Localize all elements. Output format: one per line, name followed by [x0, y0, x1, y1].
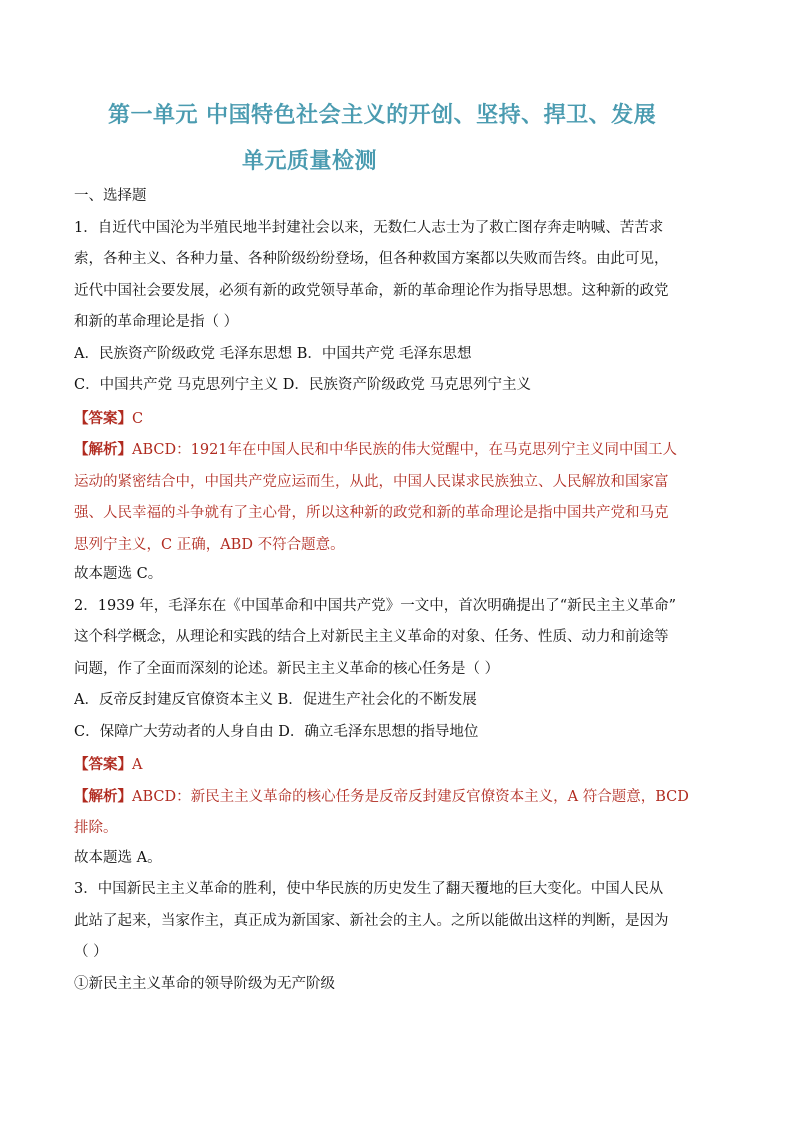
question-stem-line: （ ） — [74, 944, 108, 960]
document-subtitle: 单元质量检测 — [242, 149, 378, 174]
analysis-text: 排除。 — [74, 820, 118, 836]
document-body — [74, 183, 724, 1002]
analysis-text: 强、人民幸福的斗争就有了主心骨，所以这种新的政党和新的革命理论是指中国共产党和马克 — [74, 505, 669, 521]
answer-line — [74, 750, 724, 777]
question-stem-line: 这个科学概念，从理论和实践的结合上对新民主主义革命的对象、任务、性质、动力和前途等 — [74, 629, 669, 645]
section-heading: 一、选择题 — [74, 188, 147, 204]
question-stem-line: 索，各种主义、各种力量、各种阶级纷纷登场，但各种救国方案都以失败而告终。由此可见， — [74, 251, 669, 267]
analysis-line — [74, 435, 724, 462]
question-stem-line: 3．中国新民主主义革命的胜利，使中华民族的历史发生了翻天覆地的巨大变化。中国人民从 — [74, 881, 664, 897]
conclusion-line: 故本题选 A。 — [74, 849, 162, 866]
option-line: A．反帝反封建反官僚资本主义 B．促进生产社会化的不断发展 — [74, 692, 477, 708]
question-stem-line: 此站了起来，当家作主，真正成为新国家、新社会的主人。之所以能做出这样的判断，是因为 — [74, 912, 669, 929]
analysis-label: 【解析】 — [74, 441, 132, 458]
analysis-text: ABCD：1921年在中国人民和中华民族的伟大觉醒中，在马克思列宁主义同中国工人 — [132, 442, 678, 458]
question-stem-line: ①新民主主义革命的领导阶级为无产阶级 — [74, 975, 335, 992]
answer-value: C — [132, 410, 144, 427]
analysis-label: 【解析】 — [74, 787, 132, 805]
question-3 — [74, 876, 724, 998]
analysis-line — [74, 782, 724, 809]
answer-line — [74, 404, 724, 431]
question-2 — [74, 593, 724, 872]
answer-value: A — [132, 757, 143, 773]
option-line: C．保障广大劳动者的人身自由 D．确立毛泽东思想的指导地位 — [74, 723, 479, 740]
question-1 — [74, 215, 724, 589]
document-title: 第一单元 中国特色社会主义的开创、坚持、捍卫、发展 — [108, 103, 657, 128]
option-line: A．民族资产阶级政党 毛泽东思想 B．中国共产党 毛泽东思想 — [74, 345, 472, 362]
conclusion-line: 故本题选 C。 — [74, 566, 163, 582]
analysis-text: 运动的紧密结合中，中国共产党应运而生，从此，中国人民谋求民族独立、人民解放和国家富 — [74, 473, 669, 490]
question-stem-line: 问题，作了全面而深刻的论述。新民主主义革命的核心任务是（ ） — [74, 660, 500, 677]
question-stem-line: 和新的革命理论是指（ ） — [74, 314, 239, 330]
analysis-text: ABCD：新民主主义革命的核心任务是反帝反封建反官僚资本主义，A 符合题意，BCD — [132, 788, 689, 805]
question-stem-line: 1．自近代中国沦为半殖民地半封建社会以来，无数仁人志士为了救亡图存奔走呐喊、苦苦求 — [74, 219, 664, 236]
analysis-text: 思列宁主义，C 正确，ABD 不符合题意。 — [74, 536, 345, 553]
answer-label: 【答案】 — [74, 756, 132, 773]
option-line: C．中国共产党 马克思列宁主义 D．民族资产阶级政党 马克思列宁主义 — [74, 377, 532, 393]
question-stem-line: 近代中国社会要发展，必须有新的政党领导革命，新的革命理论作为指导思想。这种新的政党 — [74, 282, 669, 299]
question-stem-line: 2．1939 年，毛泽东在《中国革命和中国共产党》一文中，首次明确提出了“新民主主义革命” — [74, 597, 677, 614]
answer-label: 【答案】 — [74, 409, 132, 427]
